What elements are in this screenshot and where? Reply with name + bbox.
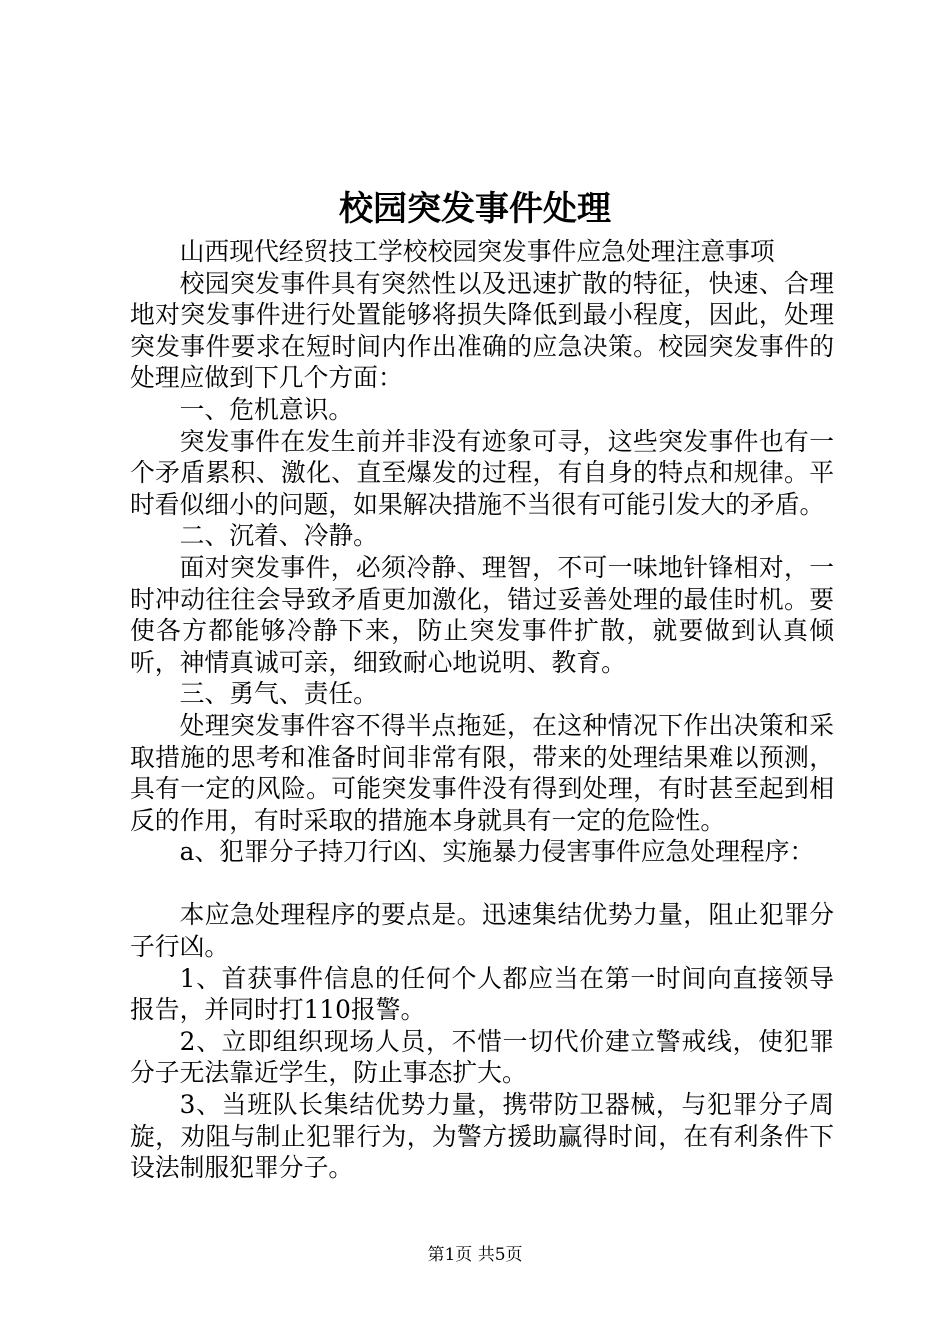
- section-paragraph-1: 突发事件在发生前并非没有迹象可寻，这些突发事件也有一个矛盾累积、激化、直至爆发的过程，有自身的特点和规律。平时看似细小的问题，如果解决措施不当很有可能引发大的矛盾。: [130, 426, 834, 519]
- procedure-summary: 本应急处理程序的要点是。迅速集结优势力量，阻止犯罪分子行凶。: [130, 900, 834, 962]
- section-heading-3: 三、勇气、责任。: [179, 679, 378, 709]
- document-title: 校园突发事件处理: [339, 189, 611, 229]
- document-body: [130, 236, 834, 1184]
- page-number-footer: 第1页 共5页: [427, 1245, 523, 1265]
- procedure-step-2: 2、立即组织现场人员，不惜一切代价建立警戒线，使犯罪分子无法靠近学生，防止事态扩大。: [130, 1026, 834, 1088]
- intro-paragraph: 校园突发事件具有突然性以及迅速扩散的特征，快速、合理地对突发事件进行处置能够将损失降低到最小程度，因此，处理突发事件要求在短时间内作出准确的应急决策。校园突发事件的处理应做到下几个方面：: [130, 268, 834, 393]
- procedure-step-1: 1、首获事件信息的任何个人都应当在第一时间向直接领导报告，并同时打110报警。: [130, 963, 834, 1025]
- section-heading-2: 二、沉着、冷静。: [179, 521, 378, 551]
- section-paragraph-3: 处理突发事件容不得半点拖延，在这种情况下作出决策和采取措施的思考和准备时间非常有限，带来的处理结果难以预测，具有一定的风险。可能突发事件没有得到处理，有时甚至起到相反的作用，有时采取的措施本身就具有一定的危险性。: [130, 710, 834, 835]
- procedure-heading: a、犯罪分子持刀行凶、实施暴力侵害事件应急处理程序：: [179, 837, 815, 867]
- blank-line: [130, 868, 834, 900]
- subtitle-paragraph: 山西现代经贸技工学校校园突发事件应急处理注意事项: [179, 237, 775, 266]
- procedure-step-3: 3、当班队长集结优势力量，携带防卫器械，与犯罪分子周旋，劝阻与制止犯罪行为，为警方援助赢得时间，在有利条件下设法制服犯罪分子。: [130, 1090, 834, 1183]
- section-heading-1: 一、危机意识。: [179, 394, 354, 424]
- section-paragraph-2: 面对突发事件，必须冷静、理智，不可一味地针锋相对，一时冲动往往会导致矛盾更加激化，错过妥善处理的最佳时机。要使各方都能够冷静下来，防止突发事件扩散，就要做到认真倾听，神情真诚可亲，细致耐心地说明、教育。: [130, 552, 834, 677]
